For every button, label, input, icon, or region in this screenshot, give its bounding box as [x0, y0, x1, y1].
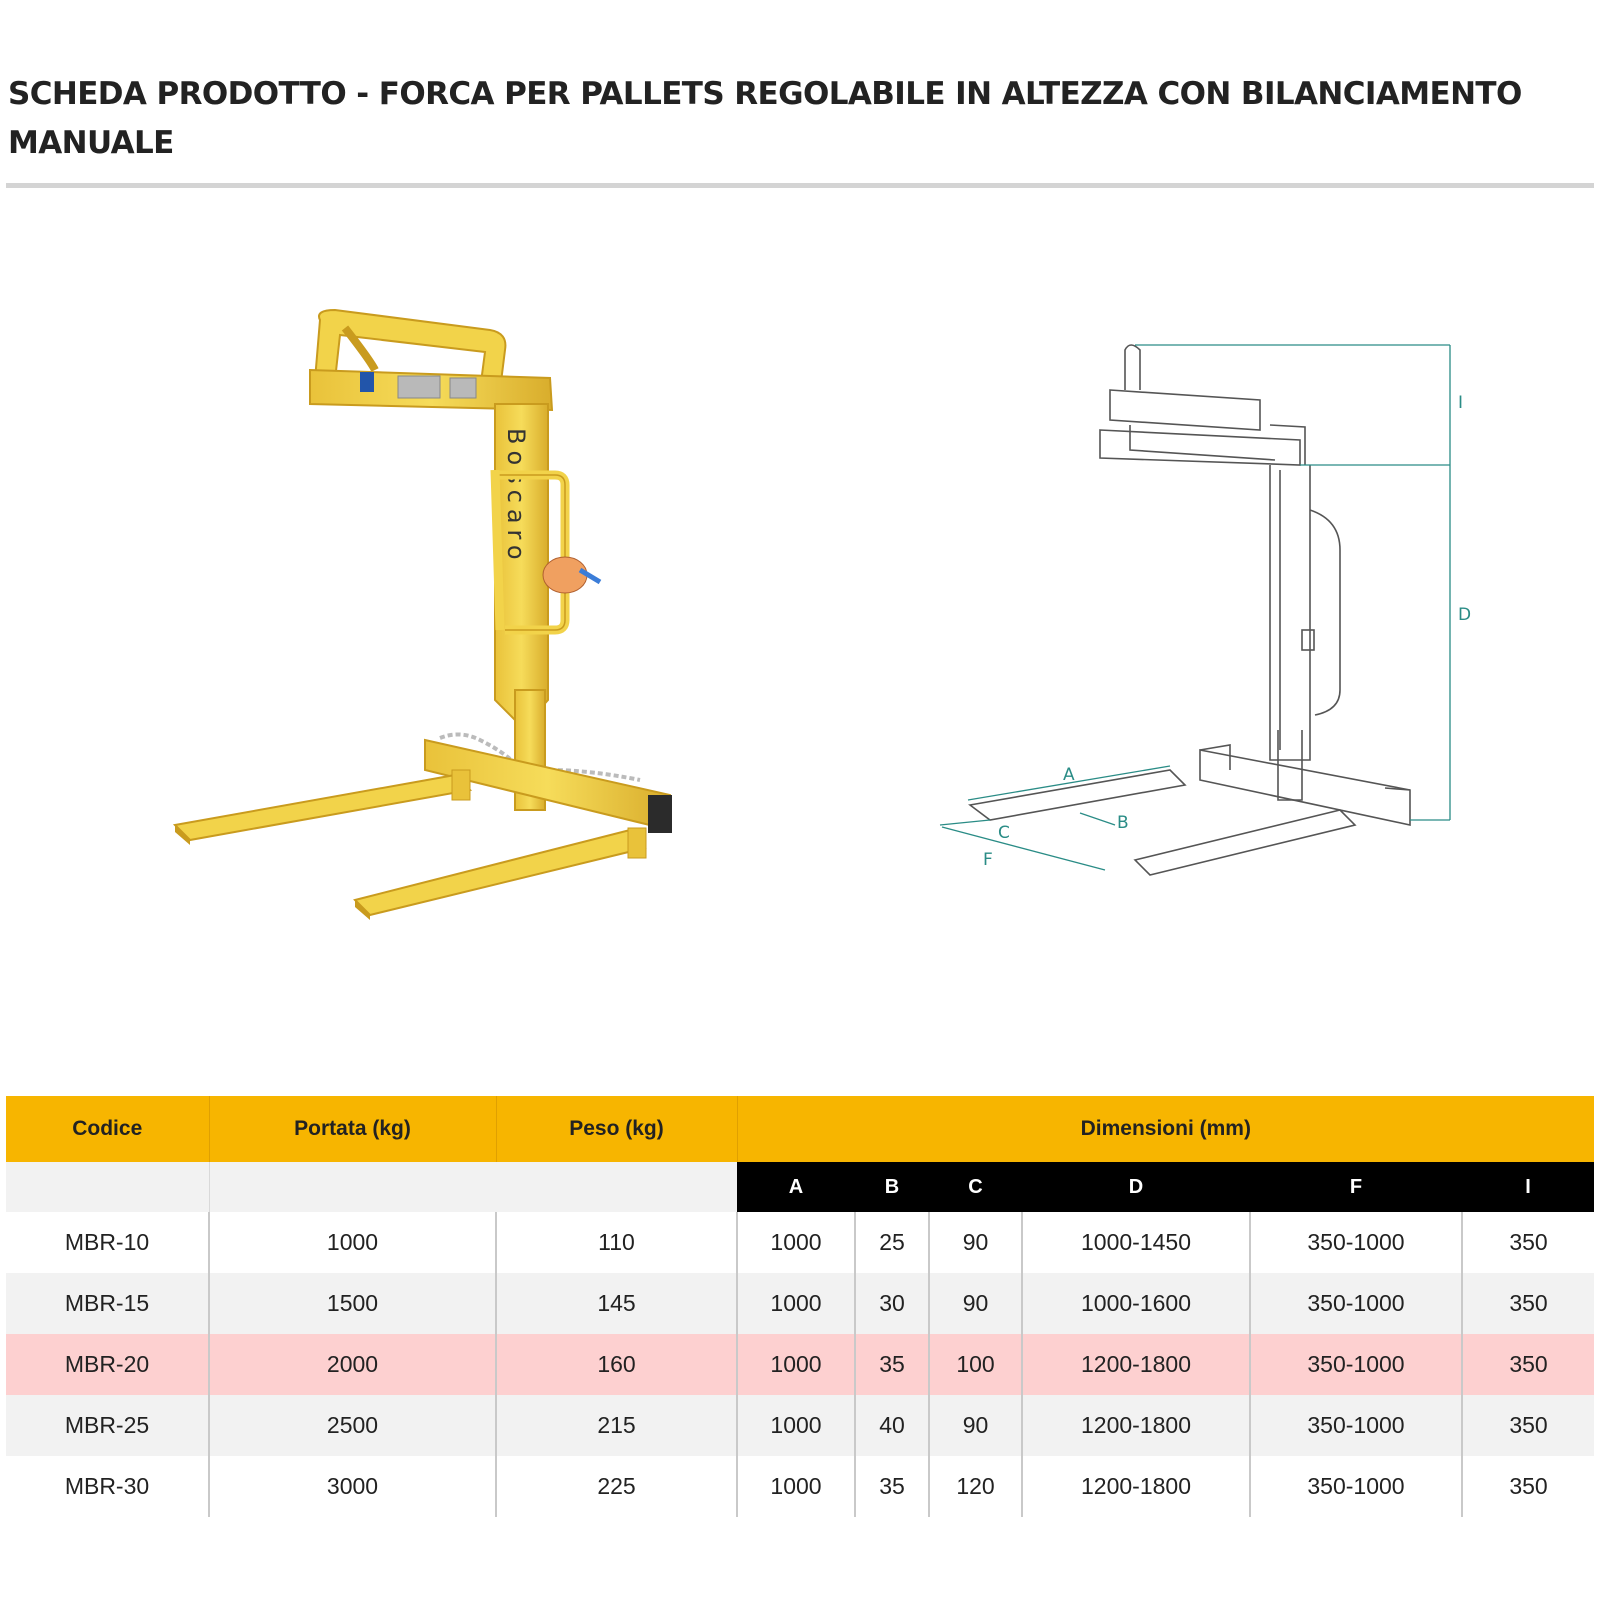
cell-b: 30: [855, 1273, 929, 1334]
table-row-highlighted: [6, 1334, 1594, 1395]
cell-c: 90: [929, 1273, 1022, 1334]
cell-b: 35: [855, 1456, 929, 1517]
cell-peso: 225: [496, 1456, 737, 1517]
cell-f: 350-1000: [1250, 1395, 1462, 1456]
cell-d: 1000-1600: [1022, 1273, 1250, 1334]
subheader-dim-a: A: [737, 1162, 855, 1212]
dim-label-i: I: [1458, 393, 1464, 413]
cell-c: 100: [929, 1334, 1022, 1395]
brand-text: Boscaro: [502, 428, 530, 566]
cell-peso: 215: [496, 1395, 737, 1456]
subheader-dim-b: B: [855, 1162, 929, 1212]
header-codice: Codice: [6, 1096, 209, 1162]
subheader-blank: [6, 1162, 209, 1212]
header-peso: Peso (kg): [496, 1096, 737, 1162]
technical-drawing: [930, 330, 1530, 910]
table-row: [6, 1212, 1594, 1273]
cell-a: 1000: [737, 1273, 855, 1334]
cell-portata: 2500: [209, 1395, 496, 1456]
cell-b: 25: [855, 1212, 929, 1273]
cell-peso: 110: [496, 1212, 737, 1273]
cell-f: 350-1000: [1250, 1456, 1462, 1517]
table-row: [6, 1395, 1594, 1456]
cell-codice: MBR-30: [6, 1456, 209, 1517]
page-title: SCHEDA PRODOTTO - FORCA PER PALLETS REGOLABILE IN ALTEZZA CON BILANCIAMENTO MANUALE: [8, 76, 1522, 161]
cell-a: 1000: [737, 1334, 855, 1395]
dim-label-f: F: [983, 850, 993, 870]
cell-c: 120: [929, 1456, 1022, 1517]
subheader-dim-c: C: [929, 1162, 1022, 1212]
cell-i: 350: [1462, 1334, 1594, 1395]
subheader-dim-d: D: [1022, 1162, 1250, 1212]
cell-portata: 1500: [209, 1273, 496, 1334]
dim-label-b: B: [1117, 813, 1129, 833]
cell-d: 1200-1800: [1022, 1456, 1250, 1517]
cell-a: 1000: [737, 1395, 855, 1456]
cell-codice: MBR-25: [6, 1395, 209, 1456]
specification-table: [6, 1096, 1594, 1517]
product-photo: [170, 300, 730, 940]
cell-b: 40: [855, 1395, 929, 1456]
table-row: [6, 1273, 1594, 1334]
cell-c: 90: [929, 1395, 1022, 1456]
cell-d: 1200-1800: [1022, 1334, 1250, 1395]
cell-f: 350-1000: [1250, 1212, 1462, 1273]
cell-d: 1200-1800: [1022, 1395, 1250, 1456]
cell-peso: 145: [496, 1273, 737, 1334]
header-dimensioni: Dimensioni (mm): [737, 1096, 1594, 1162]
cell-portata: 2000: [209, 1334, 496, 1395]
cell-i: 350: [1462, 1395, 1594, 1456]
dim-label-d: D: [1458, 605, 1472, 625]
cell-i: 350: [1462, 1212, 1594, 1273]
header-portata: Portata (kg): [209, 1096, 496, 1162]
table-row: [6, 1456, 1594, 1517]
dim-label-c: C: [998, 823, 1010, 843]
subheader-blank: [209, 1162, 737, 1212]
cell-a: 1000: [737, 1456, 855, 1517]
subheader-dim-i: I: [1462, 1162, 1594, 1212]
cell-c: 90: [929, 1212, 1022, 1273]
cell-codice: MBR-15: [6, 1273, 209, 1334]
cell-portata: 3000: [209, 1456, 496, 1517]
cell-i: 350: [1462, 1273, 1594, 1334]
cell-peso: 160: [496, 1334, 737, 1395]
cell-portata: 1000: [209, 1212, 496, 1273]
cell-codice: MBR-10: [6, 1212, 209, 1273]
dim-label-a: A: [1063, 765, 1075, 785]
subheader-dim-f: F: [1250, 1162, 1462, 1212]
cell-i: 350: [1462, 1456, 1594, 1517]
cell-b: 35: [855, 1334, 929, 1395]
cell-f: 350-1000: [1250, 1334, 1462, 1395]
title-divider: [6, 183, 1594, 188]
cell-codice: MBR-20: [6, 1334, 209, 1395]
cell-d: 1000-1450: [1022, 1212, 1250, 1273]
cell-f: 350-1000: [1250, 1273, 1462, 1334]
cell-a: 1000: [737, 1212, 855, 1273]
